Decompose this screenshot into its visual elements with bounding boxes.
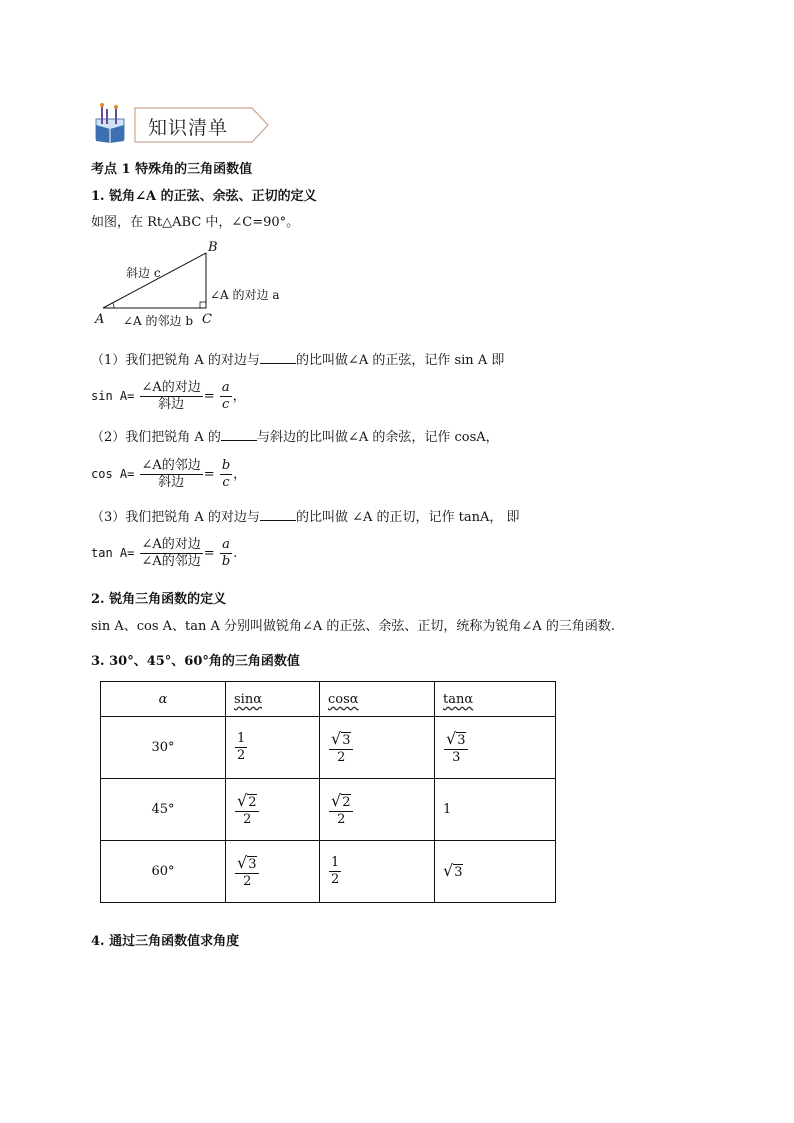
blank-3: [260, 507, 296, 521]
header-tan: tanα: [435, 682, 556, 717]
blank-1: [260, 350, 296, 364]
vertex-b-label: B: [208, 240, 218, 255]
table-row: 45° √ 2 2 √ 2 2 1: [101, 779, 556, 841]
vertex-c-label: C: [202, 312, 212, 327]
opposite-side-label: ∠A 的对边 a: [210, 288, 280, 302]
intro-text: 如图，在 Rt△ABC 中，∠C=90°。: [91, 215, 300, 230]
sine-definition: （1）我们把锐角 A 的对边与 的比叫做∠A 的正弦，记作 sin A 即: [91, 350, 504, 371]
special-angles-heading: 3. 30°、45°、60°角的三角函数值: [91, 654, 300, 669]
cosine-definition: （2）我们把锐角 A 的 与斜边的比叫做∠A 的余弦，记作 cosA，: [91, 427, 499, 448]
adjacent-side-label: ∠A 的邻边 b: [123, 314, 194, 328]
hypotenuse-label: 斜边 c: [126, 266, 161, 280]
tangent-definition: （3）我们把锐角 A 的对边与 的比叫做 ∠A 的正切，记作 tanA， 即: [91, 507, 519, 528]
definition-heading-1: 1. 锐角∠A 的正弦、余弦、正切的定义: [91, 189, 317, 204]
cosine-formula: cos A= $\frac{\text{∠A的邻边}}{\text{斜边}}$ = $\frac{b}{c}$ ，: [91, 458, 247, 490]
sine-formula: sin A= $\frac{\text{∠A的对边}}{\text{斜边}}$ = $\frac{a}{c}$ ，: [91, 380, 246, 412]
blank-2: [221, 427, 257, 441]
header-sin: sinα: [226, 682, 320, 717]
special-angle-table: [100, 681, 556, 903]
header-cos: cosα: [320, 682, 435, 717]
angle-from-value-heading: 4. 通过三角函数值求角度: [91, 934, 240, 949]
book-icon: [93, 101, 127, 143]
vertex-a-label: A: [95, 312, 105, 327]
header-alpha: α: [101, 682, 226, 717]
table-row: 60° √ 3 2 $\frac{1}{2}$ √ 3: [101, 841, 556, 903]
table-row: 30° $\frac{1}{2}$ √ 3 2 √ 3 3: [101, 717, 556, 779]
topic-heading: 考点 1 特殊角的三角函数值: [91, 162, 253, 177]
definition-heading-2: 2. 锐角三角函数的定义: [91, 592, 227, 607]
section-banner: [134, 107, 270, 147]
table-header-row: [101, 682, 556, 717]
trig-function-definition: sin A、cos A、tan A 分别叫做锐角∠A 的正弦、余弦、正切，统称为锐角∠A 的三角函数.: [91, 619, 615, 634]
banner-title: 知识清单: [148, 117, 229, 139]
tangent-formula: tan A= $\frac{\text{∠A的对边}}{\text{∠A的邻边}}$ = $\frac{a}{b}$ .: [91, 537, 238, 569]
